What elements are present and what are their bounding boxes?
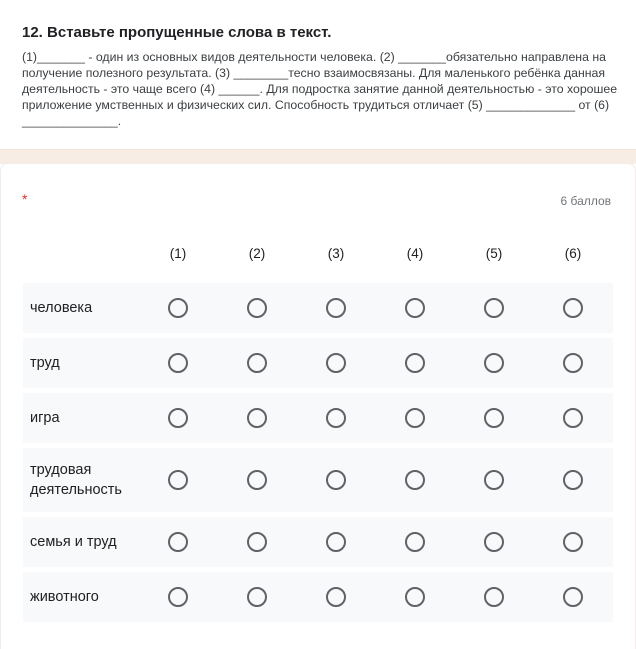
radio-button[interactable]: [247, 298, 267, 318]
radio-button[interactable]: [405, 470, 425, 490]
column-header-1: (1): [169, 246, 187, 261]
radio-button[interactable]: [563, 298, 583, 318]
radio-button[interactable]: [326, 587, 346, 607]
question-header-card: [0, 0, 636, 149]
radio-button[interactable]: [484, 408, 504, 428]
grid-row-chelovek: [23, 283, 613, 333]
row-label: трудовая деятельность: [30, 462, 122, 498]
radio-button[interactable]: [405, 587, 425, 607]
radio-button[interactable]: [563, 470, 583, 490]
grid-header-row: [23, 230, 613, 278]
radio-button[interactable]: [563, 408, 583, 428]
radio-button[interactable]: [326, 408, 346, 428]
radio-button[interactable]: [563, 587, 583, 607]
radio-button[interactable]: [247, 353, 267, 373]
column-header-5: (5): [485, 246, 503, 261]
row-label: человека: [30, 300, 93, 316]
radio-button[interactable]: [405, 408, 425, 428]
column-header-6: (6): [564, 246, 582, 261]
radio-button[interactable]: [563, 353, 583, 373]
grid-row-zhivotnogo: [23, 572, 613, 622]
required-asterisk: *: [22, 191, 28, 207]
radio-button[interactable]: [168, 408, 188, 428]
radio-button[interactable]: [326, 353, 346, 373]
row-label: игра: [30, 410, 60, 426]
question-title: 12. Вставьте пропущенные слова в текст.: [22, 24, 332, 41]
radio-button[interactable]: [247, 532, 267, 552]
radio-button[interactable]: [405, 532, 425, 552]
radio-button[interactable]: [326, 532, 346, 552]
column-header-4: (4): [406, 246, 424, 261]
grid-question-card: [0, 163, 636, 649]
grid-row-igra: [23, 393, 613, 443]
radio-button[interactable]: [484, 587, 504, 607]
card-separator: [0, 149, 636, 164]
radio-button[interactable]: [168, 353, 188, 373]
radio-button[interactable]: [484, 470, 504, 490]
radio-button[interactable]: [168, 298, 188, 318]
points-label: 6 баллов: [560, 194, 611, 208]
radio-button[interactable]: [247, 408, 267, 428]
radio-button[interactable]: [247, 587, 267, 607]
choice-grid: [23, 230, 613, 622]
row-label: семья и труд: [30, 534, 117, 550]
grid-row-semya-i-trud: [23, 517, 613, 567]
radio-button[interactable]: [326, 470, 346, 490]
column-header-3: (3): [327, 246, 345, 261]
radio-button[interactable]: [484, 353, 504, 373]
radio-button[interactable]: [405, 298, 425, 318]
grid-row-trudovaya-deyatelnost: [23, 448, 613, 512]
question-description: (1)_______ - один из основных видов деятельности человека. (2) _______обязательно направлена на получение полезного результата. (3) ________тесно взаимосвязаны. Для маленького ребёнка данная деятельность - это чаще всего (4) ______. Для подростка занятие данной деятельностью - это хорошее приложение умственных и физических сил. Способность трудиться отличает (5) _____________ от (6) ______________.: [22, 50, 618, 128]
row-label: труд: [30, 355, 60, 371]
radio-button[interactable]: [484, 532, 504, 552]
radio-button[interactable]: [247, 470, 267, 490]
radio-button[interactable]: [168, 532, 188, 552]
radio-button[interactable]: [563, 532, 583, 552]
radio-button[interactable]: [405, 353, 425, 373]
radio-button[interactable]: [326, 298, 346, 318]
radio-button[interactable]: [168, 587, 188, 607]
radio-button[interactable]: [168, 470, 188, 490]
grid-row-trud: [23, 338, 613, 388]
row-label: животного: [30, 589, 99, 605]
column-header-2: (2): [248, 246, 266, 261]
radio-button[interactable]: [484, 298, 504, 318]
